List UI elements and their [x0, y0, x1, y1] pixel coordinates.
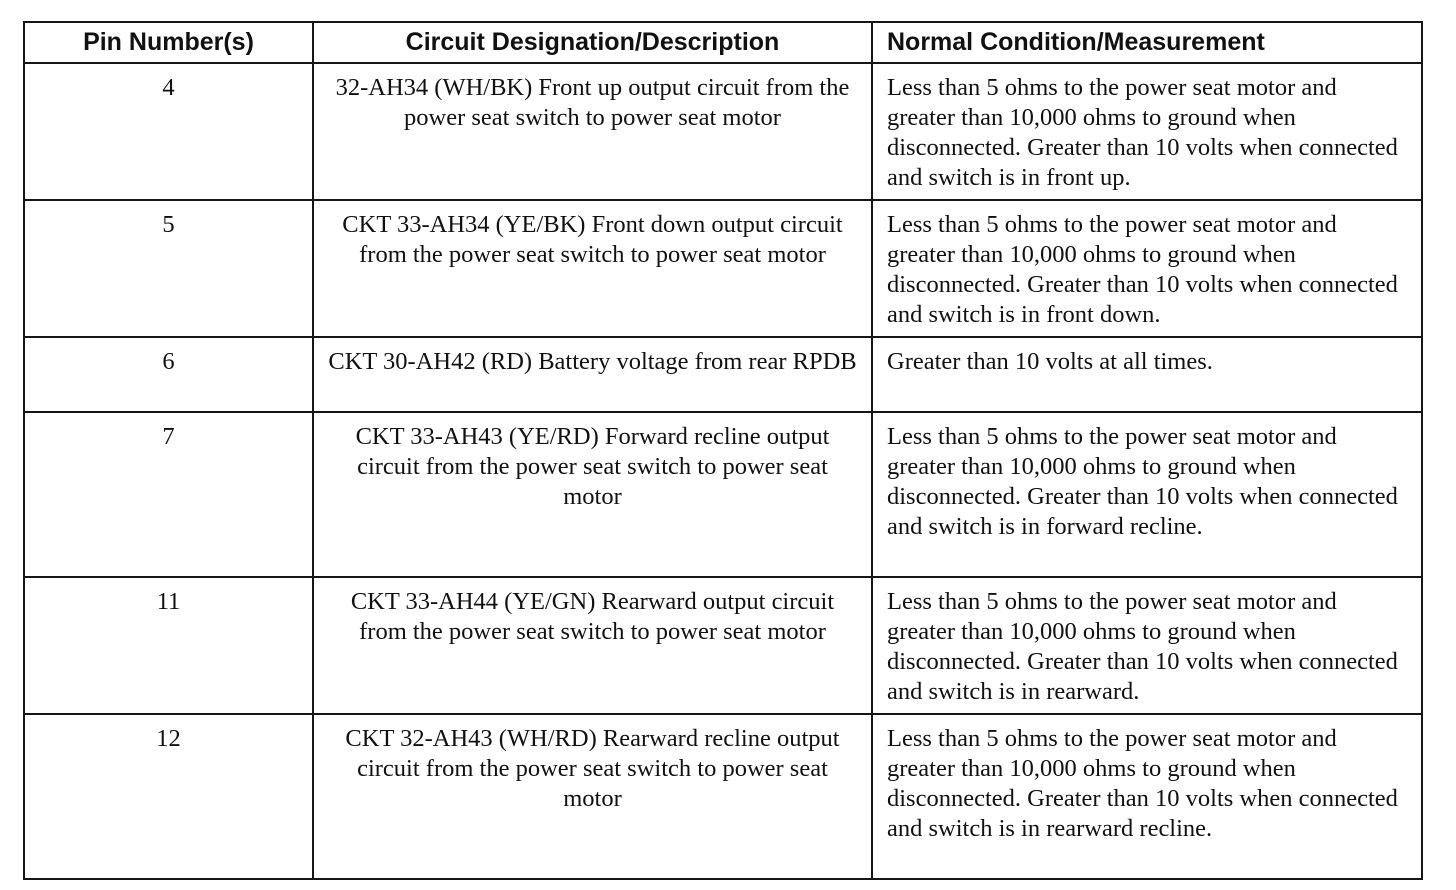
normal-condition-cell: Less than 5 ohms to the power seat motor and greater than 10,000 ohms to ground when disconnected. Greater than 10 volts when connected and switch is in rearward recline. — [872, 714, 1422, 879]
normal-condition-cell: Less than 5 ohms to the power seat motor and greater than 10,000 ohms to ground when disconnected. Greater than 10 volts when connected and switch is in rearward. — [872, 577, 1422, 714]
pin-number-cell: 4 — [24, 63, 313, 200]
pin-number-cell: 7 — [24, 412, 313, 577]
table-row — [24, 412, 1422, 577]
pin-table — [23, 21, 1423, 880]
circuit-description-cell: CKT 30-AH42 (RD) Battery voltage from rear RPDB — [313, 337, 872, 412]
table-row — [24, 200, 1422, 337]
circuit-description-cell: CKT 33-AH43 (YE/RD) Forward recline output circuit from the power seat switch to power seat motor — [313, 412, 872, 577]
normal-condition-cell: Less than 5 ohms to the power seat motor and greater than 10,000 ohms to ground when disconnected. Greater than 10 volts when connected and switch is in front up. — [872, 63, 1422, 200]
table-row — [24, 63, 1422, 200]
pin-number-cell: 12 — [24, 714, 313, 879]
header-circuit-description: Circuit Designation/Description — [313, 22, 872, 63]
header-normal-condition: Normal Condition/Measurement — [872, 22, 1422, 63]
table-row — [24, 577, 1422, 714]
normal-condition-cell: Less than 5 ohms to the power seat motor and greater than 10,000 ohms to ground when disconnected. Greater than 10 volts when connected and switch is in forward recline. — [872, 412, 1422, 577]
circuit-description-cell: CKT 33-AH34 (YE/BK) Front down output circuit from the power seat switch to power seat motor — [313, 200, 872, 337]
pin-number-cell: 5 — [24, 200, 313, 337]
circuit-description-cell: 32-AH34 (WH/BK) Front up output circuit from the power seat switch to power seat motor — [313, 63, 872, 200]
pin-number-cell: 11 — [24, 577, 313, 714]
table-row — [24, 337, 1422, 412]
pin-number-cell: 6 — [24, 337, 313, 412]
normal-condition-cell: Greater than 10 volts at all times. — [872, 337, 1422, 412]
table-row — [24, 714, 1422, 879]
circuit-description-cell: CKT 32-AH43 (WH/RD) Rearward recline output circuit from the power seat switch to power seat motor — [313, 714, 872, 879]
circuit-description-cell: CKT 33-AH44 (YE/GN) Rearward output circuit from the power seat switch to power seat motor — [313, 577, 872, 714]
normal-condition-cell: Less than 5 ohms to the power seat motor and greater than 10,000 ohms to ground when disconnected. Greater than 10 volts when connected and switch is in front down. — [872, 200, 1422, 337]
header-pin-numbers: Pin Number(s) — [24, 22, 313, 63]
header-row — [24, 22, 1422, 63]
